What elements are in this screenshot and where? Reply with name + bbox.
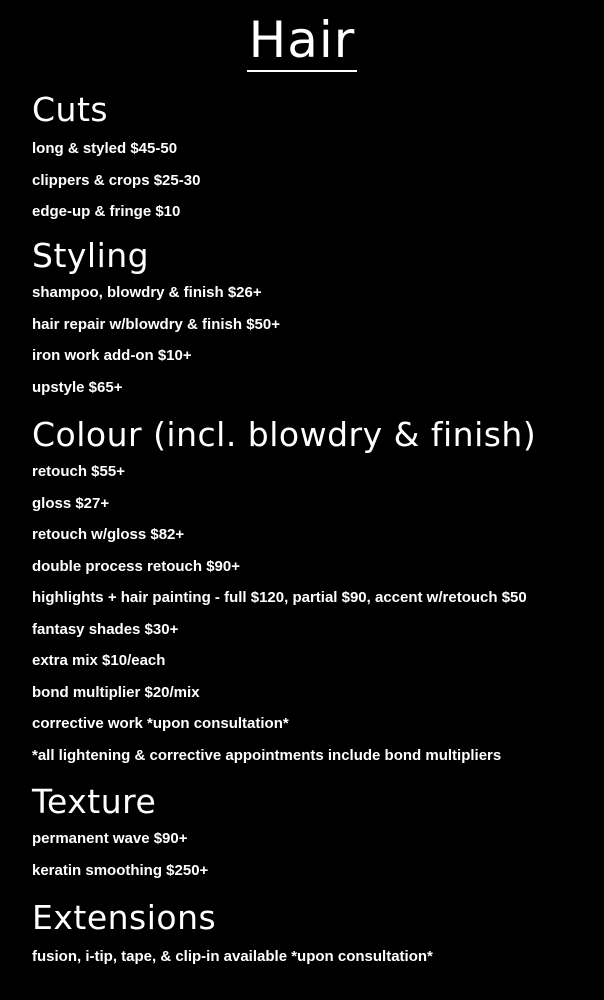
list-item: permanent wave $90+ [32, 830, 188, 847]
list-item: edge-up & fringe $10 [32, 203, 181, 220]
list-item: iron work add-on $10+ [32, 347, 192, 364]
section-heading-texture: Texture [32, 782, 157, 821]
page-title: Hair [247, 10, 358, 72]
list-item: highlights + hair painting - full $120, partial $90, accent w/retouch $50 [32, 589, 527, 606]
item-list-colour [32, 455, 597, 771]
list-item: *all lightening & corrective appointments include bond multipliers [32, 746, 502, 764]
list-item: bond multiplier $20/mix [32, 683, 200, 701]
section-heading-colour: Colour (incl. blowdry & finish) [32, 415, 537, 454]
list-item: upstyle $65+ [32, 378, 123, 396]
list-item: fusion, i-tip, tape, & clip-in available *upon consultation* [32, 948, 433, 965]
title-container [0, 10, 604, 72]
list-item: fantasy shades $30+ [32, 620, 179, 638]
section-texture [32, 782, 597, 886]
list-item: long & styled $45-50 [32, 140, 178, 157]
list-item: hair repair w/blowdry & finish $50+ [32, 315, 280, 333]
section-heading-styling: Styling [32, 236, 150, 275]
section-heading-extensions: Extensions [32, 898, 217, 937]
list-item: extra mix $10/each [32, 652, 166, 669]
section-heading-cuts: Cuts [32, 90, 109, 129]
section-cuts [32, 90, 597, 228]
list-item: corrective work *upon consultation* [32, 715, 289, 732]
item-list-texture [32, 822, 597, 886]
item-list-styling [32, 276, 597, 403]
section-extensions [32, 898, 597, 973]
section-colour [32, 415, 597, 771]
list-item: shampoo, blowdry & finish $26+ [32, 284, 262, 301]
list-item: clippers & crops $25-30 [32, 171, 201, 189]
section-styling [32, 236, 597, 403]
item-list-cuts [32, 130, 597, 228]
list-item: retouch w/gloss $82+ [32, 526, 185, 543]
list-item: double process retouch $90+ [32, 557, 240, 575]
list-item: retouch $55+ [32, 463, 125, 480]
list-item: keratin smoothing $250+ [32, 861, 209, 879]
item-list-extensions [32, 938, 597, 973]
list-item: gloss $27+ [32, 494, 110, 512]
